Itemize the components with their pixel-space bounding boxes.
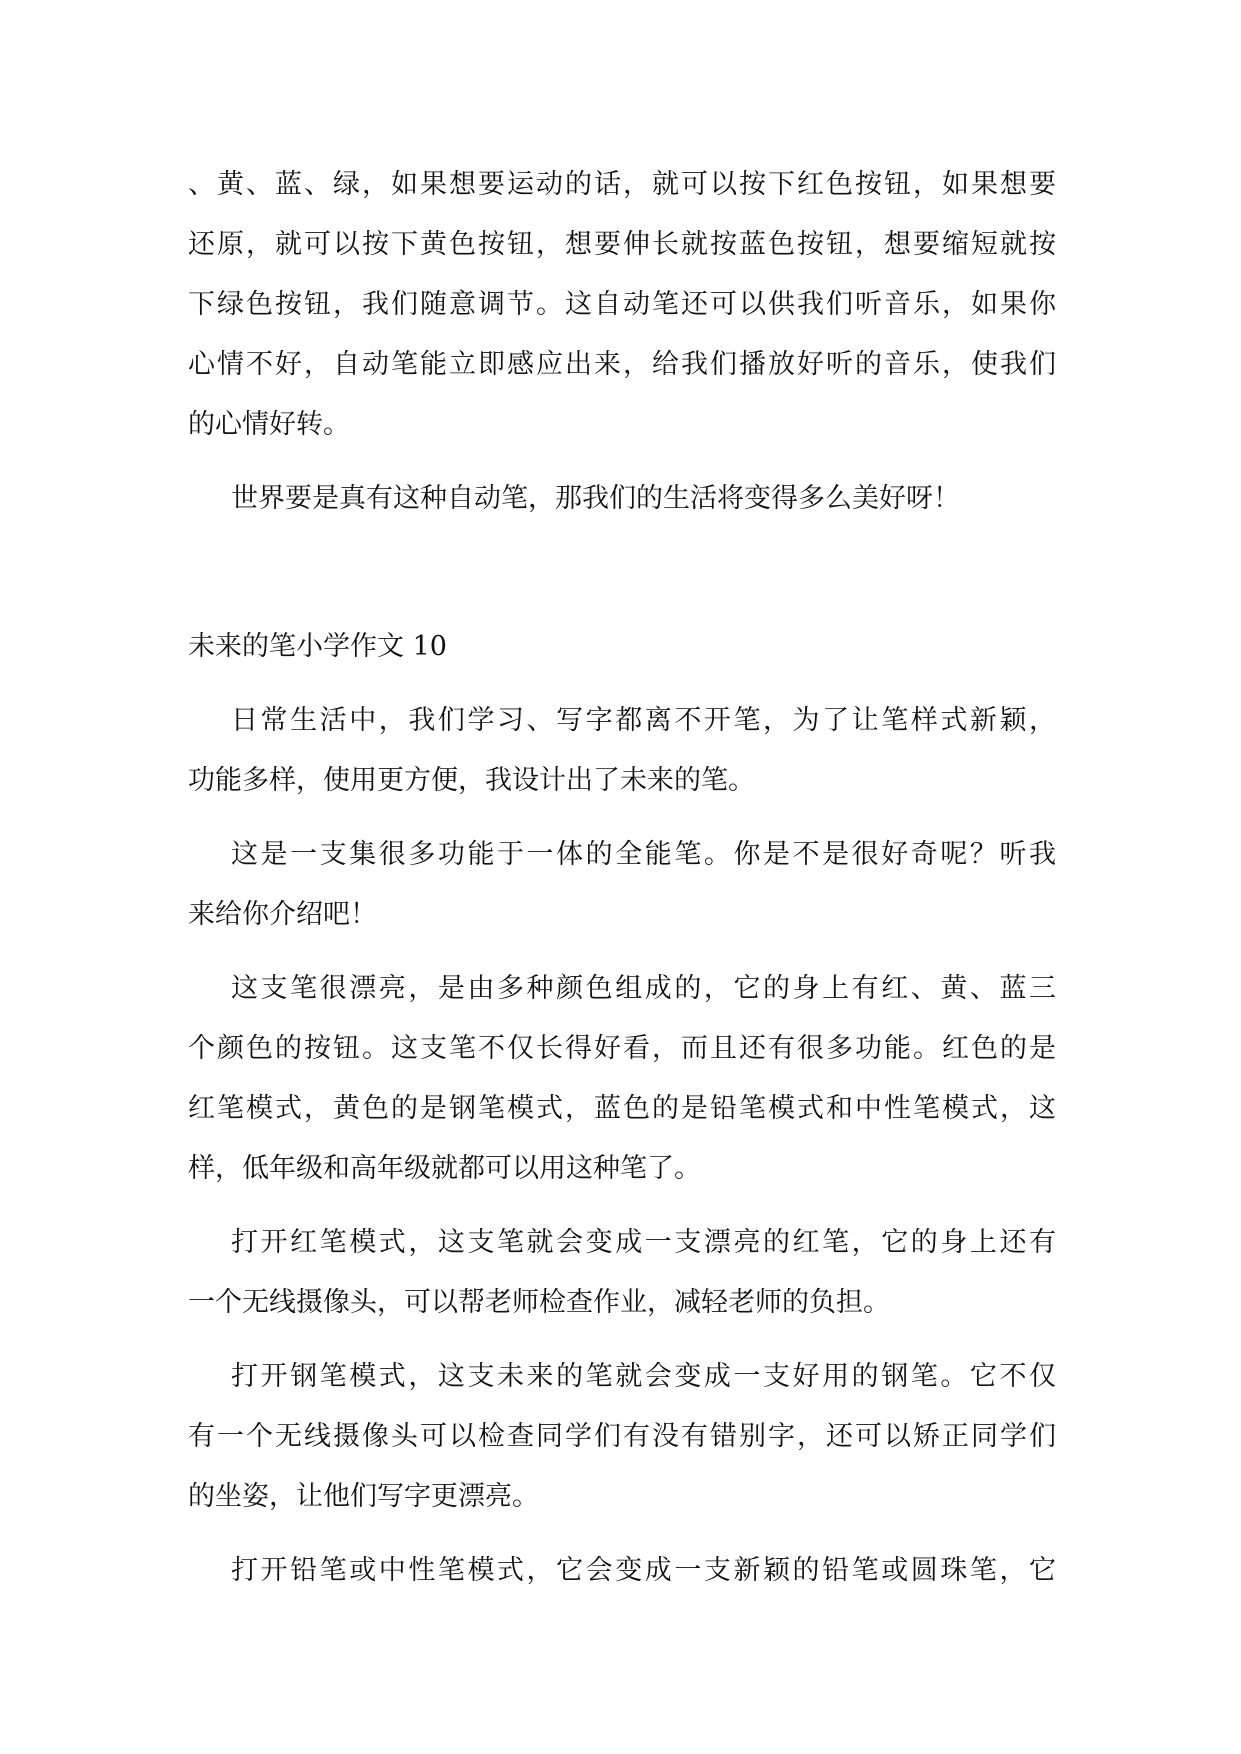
text-line: 世界要是真有这种自动笔，那我们的生活将变得多么美好呀！ (231, 483, 960, 514)
paragraph (188, 959, 1056, 1199)
text-line: 心情不好，自动笔能立即感应出来，给我们播放好听的音乐，使我们 (188, 349, 1056, 380)
text-line: 的心情好转。 (188, 409, 350, 440)
text-line: 红笔模式，黄色的是钢笔模式，蓝色的是铅笔模式和中性笔模式，这 (188, 1093, 1056, 1124)
text-line: 打开红笔模式，这支笔就会变成一支漂亮的红笔，它的身上还有 (231, 1227, 1056, 1258)
text-line: 打开钢笔模式，这支未来的笔就会变成一支好用的钢笔。它不仅 (231, 1361, 1056, 1392)
paragraph (188, 1347, 1056, 1527)
text-line: 打开铅笔或中性笔模式，它会变成一支新颖的铅笔或圆珠笔，它 (231, 1555, 1056, 1586)
text-line: 的坐姿，让他们写字更漂亮。 (188, 1481, 539, 1512)
paragraph (188, 1541, 1056, 1601)
section-title: 未来的笔小学作文 10 (188, 631, 447, 662)
text-line: 下绿色按钮，我们随意调节。这自动笔还可以供我们听音乐，如果你 (188, 289, 1056, 320)
text-line: 还原，就可以按下黄色按钮，想要伸长就按蓝色按钮，想要缩短就按 (188, 229, 1056, 260)
text-line: 、黄、蓝、绿，如果想要运动的话，就可以按下红色按钮，如果想要 (188, 169, 1056, 200)
text-line: 个颜色的按钮。这支笔不仅长得好看，而且还有很多功能。红色的是 (188, 1033, 1056, 1064)
text-line: 样，低年级和高年级就都可以用这种笔了。 (188, 1153, 701, 1184)
text-line: 这是一支集很多功能于一体的全能笔。你是不是很好奇呢？听我 (231, 839, 1056, 870)
text-line: 一个无线摄像头，可以帮老师检查作业，减轻老师的负担。 (188, 1287, 890, 1318)
text-line: 有一个无线摄像头可以检查同学们有没有错别字，还可以矫正同学们 (188, 1421, 1056, 1452)
paragraph (188, 691, 1056, 811)
text-line: 这支笔很漂亮，是由多种颜色组成的，它的身上有红、黄、蓝三 (231, 973, 1056, 1004)
paragraph (188, 825, 1056, 945)
text-column (188, 155, 1056, 1615)
paragraph (188, 1213, 1056, 1333)
text-line: 来给你介绍吧！ (188, 899, 377, 930)
paragraph-continuation (188, 155, 1056, 455)
text-line: 日常生活中，我们学习、写字都离不开笔，为了让笔样式新颖， (231, 705, 1056, 736)
paragraph-closing (188, 469, 1056, 529)
text-line: 功能多样，使用更方便，我设计出了未来的笔。 (188, 765, 755, 796)
